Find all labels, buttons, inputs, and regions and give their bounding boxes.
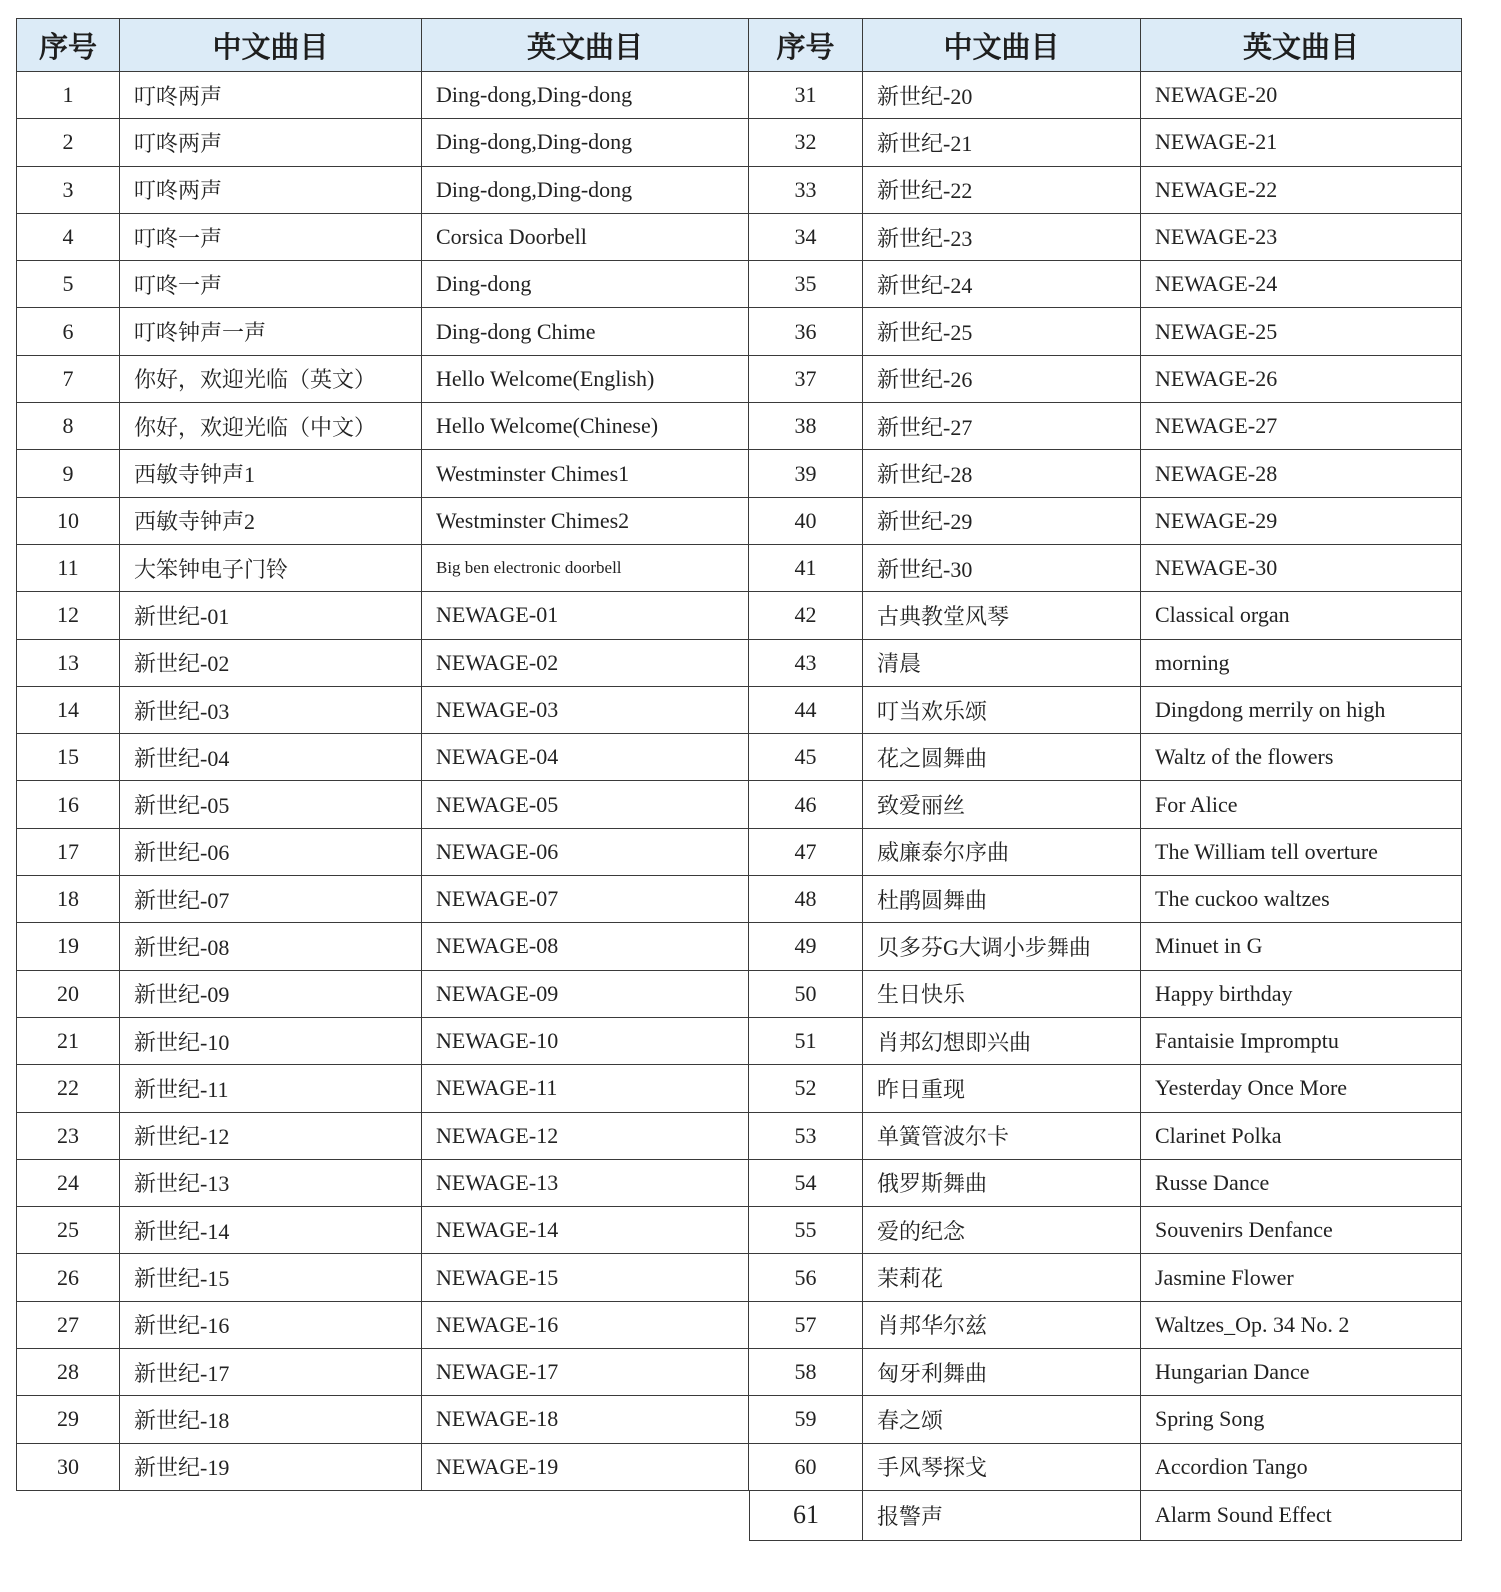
english-title: Ding-dong Chime bbox=[422, 308, 749, 355]
chinese-title: 新世纪-13 bbox=[120, 1160, 422, 1207]
english-title: Dingdong merrily on high bbox=[1141, 687, 1462, 734]
track-number: 6 bbox=[16, 308, 120, 355]
chinese-title: 叮咚两声 bbox=[120, 119, 422, 166]
track-number: 29 bbox=[16, 1396, 120, 1443]
track-number: 48 bbox=[749, 876, 863, 923]
english-title: NEWAGE-30 bbox=[1141, 545, 1462, 592]
track-number: 23 bbox=[16, 1113, 120, 1160]
english-title: NEWAGE-25 bbox=[1141, 308, 1462, 355]
track-number: 51 bbox=[749, 1018, 863, 1065]
track-number: 4 bbox=[16, 214, 120, 261]
header-english-title-left: 英文曲目 bbox=[422, 18, 749, 72]
chinese-title: 肖邦幻想即兴曲 bbox=[863, 1018, 1141, 1065]
english-title: Classical organ bbox=[1141, 592, 1462, 639]
english-title: NEWAGE-23 bbox=[1141, 214, 1462, 261]
english-title: Big ben electronic doorbell bbox=[422, 545, 749, 592]
track-number: 26 bbox=[16, 1254, 120, 1301]
track-number: 7 bbox=[16, 356, 120, 403]
chinese-title: 新世纪-20 bbox=[863, 72, 1141, 119]
track-number: 8 bbox=[16, 403, 120, 450]
track-number: 11 bbox=[16, 545, 120, 592]
track-number: 16 bbox=[16, 781, 120, 828]
track-number: 47 bbox=[749, 829, 863, 876]
chinese-title: 新世纪-22 bbox=[863, 167, 1141, 214]
english-title: morning bbox=[1141, 640, 1462, 687]
english-title: NEWAGE-26 bbox=[1141, 356, 1462, 403]
english-title: NEWAGE-21 bbox=[1141, 119, 1462, 166]
track-number: 61 bbox=[749, 1491, 863, 1541]
chinese-title: 单簧管波尔卡 bbox=[863, 1113, 1141, 1160]
track-number: 21 bbox=[16, 1018, 120, 1065]
english-title: Ding-dong,Ding-dong bbox=[422, 72, 749, 119]
english-title: Russe Dance bbox=[1141, 1160, 1462, 1207]
header-number-left: 序号 bbox=[16, 18, 120, 72]
track-number: 57 bbox=[749, 1302, 863, 1349]
chinese-title: 昨日重现 bbox=[863, 1065, 1141, 1112]
chinese-title: 新世纪-30 bbox=[863, 545, 1141, 592]
track-number: 30 bbox=[16, 1444, 120, 1491]
english-title: NEWAGE-16 bbox=[422, 1302, 749, 1349]
track-number: 50 bbox=[749, 971, 863, 1018]
track-number: 31 bbox=[749, 72, 863, 119]
english-title: NEWAGE-19 bbox=[422, 1444, 749, 1491]
chinese-title: 西敏寺钟声1 bbox=[120, 450, 422, 497]
track-number: 18 bbox=[16, 876, 120, 923]
english-title: Minuet in G bbox=[1141, 923, 1462, 970]
chinese-title: 新世纪-23 bbox=[863, 214, 1141, 261]
chinese-title: 古典教堂风琴 bbox=[863, 592, 1141, 639]
english-title: NEWAGE-15 bbox=[422, 1254, 749, 1301]
chinese-title: 匈牙利舞曲 bbox=[863, 1349, 1141, 1396]
chinese-title: 生日快乐 bbox=[863, 971, 1141, 1018]
track-number: 27 bbox=[16, 1302, 120, 1349]
track-number: 53 bbox=[749, 1113, 863, 1160]
track-number: 12 bbox=[16, 592, 120, 639]
track-number: 40 bbox=[749, 498, 863, 545]
track-number: 54 bbox=[749, 1160, 863, 1207]
chinese-title: 新世纪-10 bbox=[120, 1018, 422, 1065]
track-number: 39 bbox=[749, 450, 863, 497]
chinese-title: 新世纪-27 bbox=[863, 403, 1141, 450]
track-number: 13 bbox=[16, 640, 120, 687]
chinese-title: 清晨 bbox=[863, 640, 1141, 687]
chinese-title: 你好，欢迎光临（中文） bbox=[120, 403, 422, 450]
english-title: Clarinet Polka bbox=[1141, 1113, 1462, 1160]
english-title: NEWAGE-18 bbox=[422, 1396, 749, 1443]
chinese-title: 新世纪-06 bbox=[120, 829, 422, 876]
track-number: 1 bbox=[16, 72, 120, 119]
chinese-title: 新世纪-16 bbox=[120, 1302, 422, 1349]
chinese-title: 叮咚两声 bbox=[120, 72, 422, 119]
track-number: 10 bbox=[16, 498, 120, 545]
english-title: Westminster Chimes2 bbox=[422, 498, 749, 545]
chinese-title: 叮咚两声 bbox=[120, 167, 422, 214]
chinese-title: 叮咚一声 bbox=[120, 261, 422, 308]
header-number-right: 序号 bbox=[749, 18, 863, 72]
track-number: 56 bbox=[749, 1254, 863, 1301]
track-number: 43 bbox=[749, 640, 863, 687]
track-number: 3 bbox=[16, 167, 120, 214]
track-number: 33 bbox=[749, 167, 863, 214]
english-title: NEWAGE-11 bbox=[422, 1065, 749, 1112]
empty-area bbox=[16, 1491, 749, 1541]
chinese-title: 新世纪-05 bbox=[120, 781, 422, 828]
chinese-title: 报警声 bbox=[863, 1491, 1141, 1541]
header-chinese-title-right: 中文曲目 bbox=[863, 18, 1141, 72]
english-title: Alarm Sound Effect bbox=[1141, 1491, 1462, 1541]
track-number: 32 bbox=[749, 119, 863, 166]
chinese-title: 叮咚钟声一声 bbox=[120, 308, 422, 355]
english-title: NEWAGE-27 bbox=[1141, 403, 1462, 450]
header-english-title-right: 英文曲目 bbox=[1141, 18, 1462, 72]
track-number: 34 bbox=[749, 214, 863, 261]
chinese-title: 爱的纪念 bbox=[863, 1207, 1141, 1254]
track-number: 28 bbox=[16, 1349, 120, 1396]
chinese-title: 花之圆舞曲 bbox=[863, 734, 1141, 781]
english-title: Corsica Doorbell bbox=[422, 214, 749, 261]
english-title: NEWAGE-22 bbox=[1141, 167, 1462, 214]
english-title: Hungarian Dance bbox=[1141, 1349, 1462, 1396]
chinese-title: 新世纪-02 bbox=[120, 640, 422, 687]
track-number: 22 bbox=[16, 1065, 120, 1112]
english-title: NEWAGE-01 bbox=[422, 592, 749, 639]
chinese-title: 叮当欢乐颂 bbox=[863, 687, 1141, 734]
track-number: 14 bbox=[16, 687, 120, 734]
track-number: 42 bbox=[749, 592, 863, 639]
chinese-title: 西敏寺钟声2 bbox=[120, 498, 422, 545]
chinese-title: 茉莉花 bbox=[863, 1254, 1141, 1301]
english-title: Jasmine Flower bbox=[1141, 1254, 1462, 1301]
english-title: Ding-dong,Ding-dong bbox=[422, 167, 749, 214]
english-title: Ding-dong bbox=[422, 261, 749, 308]
track-number: 5 bbox=[16, 261, 120, 308]
song-list-table bbox=[16, 18, 1462, 1541]
english-title: Waltz of the flowers bbox=[1141, 734, 1462, 781]
chinese-title: 你好，欢迎光临（英文） bbox=[120, 356, 422, 403]
english-title: Hello Welcome(English) bbox=[422, 356, 749, 403]
track-number: 45 bbox=[749, 734, 863, 781]
track-number: 17 bbox=[16, 829, 120, 876]
english-title: NEWAGE-05 bbox=[422, 781, 749, 828]
track-number: 44 bbox=[749, 687, 863, 734]
chinese-title: 新世纪-15 bbox=[120, 1254, 422, 1301]
chinese-title: 新世纪-08 bbox=[120, 923, 422, 970]
chinese-title: 新世纪-28 bbox=[863, 450, 1141, 497]
english-title: NEWAGE-03 bbox=[422, 687, 749, 734]
track-number: 15 bbox=[16, 734, 120, 781]
english-title: NEWAGE-07 bbox=[422, 876, 749, 923]
chinese-title: 杜鹃圆舞曲 bbox=[863, 876, 1141, 923]
chinese-title: 新世纪-17 bbox=[120, 1349, 422, 1396]
chinese-title: 新世纪-14 bbox=[120, 1207, 422, 1254]
english-title: The William tell overture bbox=[1141, 829, 1462, 876]
english-title: NEWAGE-28 bbox=[1141, 450, 1462, 497]
chinese-title: 新世纪-11 bbox=[120, 1065, 422, 1112]
chinese-title: 新世纪-09 bbox=[120, 971, 422, 1018]
chinese-title: 新世纪-01 bbox=[120, 592, 422, 639]
english-title: NEWAGE-06 bbox=[422, 829, 749, 876]
chinese-title: 新世纪-07 bbox=[120, 876, 422, 923]
english-title: Fantaisie Impromptu bbox=[1141, 1018, 1462, 1065]
english-title: NEWAGE-24 bbox=[1141, 261, 1462, 308]
chinese-title: 致爱丽丝 bbox=[863, 781, 1141, 828]
english-title: NEWAGE-08 bbox=[422, 923, 749, 970]
english-title: NEWAGE-14 bbox=[422, 1207, 749, 1254]
track-number: 2 bbox=[16, 119, 120, 166]
track-number: 20 bbox=[16, 971, 120, 1018]
english-title: Waltzes_Op. 34 No. 2 bbox=[1141, 1302, 1462, 1349]
english-title: Hello Welcome(Chinese) bbox=[422, 403, 749, 450]
english-title: Happy birthday bbox=[1141, 971, 1462, 1018]
english-title: Accordion Tango bbox=[1141, 1444, 1462, 1491]
track-number: 38 bbox=[749, 403, 863, 450]
track-number: 41 bbox=[749, 545, 863, 592]
english-title: NEWAGE-02 bbox=[422, 640, 749, 687]
english-title: Westminster Chimes1 bbox=[422, 450, 749, 497]
track-number: 60 bbox=[749, 1444, 863, 1491]
chinese-title: 威廉泰尔序曲 bbox=[863, 829, 1141, 876]
track-number: 46 bbox=[749, 781, 863, 828]
track-number: 59 bbox=[749, 1396, 863, 1443]
track-number: 52 bbox=[749, 1065, 863, 1112]
chinese-title: 手风琴探戈 bbox=[863, 1444, 1141, 1491]
header-chinese-title-left: 中文曲目 bbox=[120, 18, 422, 72]
track-number: 49 bbox=[749, 923, 863, 970]
chinese-title: 新世纪-19 bbox=[120, 1444, 422, 1491]
chinese-title: 肖邦华尔兹 bbox=[863, 1302, 1141, 1349]
english-title: Spring Song bbox=[1141, 1396, 1462, 1443]
english-title: NEWAGE-04 bbox=[422, 734, 749, 781]
chinese-title: 春之颂 bbox=[863, 1396, 1141, 1443]
chinese-title: 贝多芬G大调小步舞曲 bbox=[863, 923, 1141, 970]
track-number: 36 bbox=[749, 308, 863, 355]
track-number: 35 bbox=[749, 261, 863, 308]
chinese-title: 新世纪-18 bbox=[120, 1396, 422, 1443]
chinese-title: 新世纪-24 bbox=[863, 261, 1141, 308]
track-number: 55 bbox=[749, 1207, 863, 1254]
track-number: 37 bbox=[749, 356, 863, 403]
english-title: Souvenirs Denfance bbox=[1141, 1207, 1462, 1254]
english-title: NEWAGE-29 bbox=[1141, 498, 1462, 545]
english-title: NEWAGE-20 bbox=[1141, 72, 1462, 119]
english-title: NEWAGE-13 bbox=[422, 1160, 749, 1207]
english-title: Ding-dong,Ding-dong bbox=[422, 119, 749, 166]
english-title: NEWAGE-17 bbox=[422, 1349, 749, 1396]
chinese-title: 新世纪-26 bbox=[863, 356, 1141, 403]
chinese-title: 新世纪-25 bbox=[863, 308, 1141, 355]
chinese-title: 新世纪-03 bbox=[120, 687, 422, 734]
english-title: NEWAGE-09 bbox=[422, 971, 749, 1018]
chinese-title: 俄罗斯舞曲 bbox=[863, 1160, 1141, 1207]
track-number: 19 bbox=[16, 923, 120, 970]
english-title: For Alice bbox=[1141, 781, 1462, 828]
track-number: 25 bbox=[16, 1207, 120, 1254]
chinese-title: 新世纪-04 bbox=[120, 734, 422, 781]
track-number: 24 bbox=[16, 1160, 120, 1207]
english-title: NEWAGE-12 bbox=[422, 1113, 749, 1160]
chinese-title: 新世纪-21 bbox=[863, 119, 1141, 166]
english-title: NEWAGE-10 bbox=[422, 1018, 749, 1065]
chinese-title: 新世纪-29 bbox=[863, 498, 1141, 545]
track-number: 58 bbox=[749, 1349, 863, 1396]
english-title: The cuckoo waltzes bbox=[1141, 876, 1462, 923]
track-number: 9 bbox=[16, 450, 120, 497]
chinese-title: 新世纪-12 bbox=[120, 1113, 422, 1160]
chinese-title: 叮咚一声 bbox=[120, 214, 422, 261]
english-title: Yesterday Once More bbox=[1141, 1065, 1462, 1112]
chinese-title: 大笨钟电子门铃 bbox=[120, 545, 422, 592]
